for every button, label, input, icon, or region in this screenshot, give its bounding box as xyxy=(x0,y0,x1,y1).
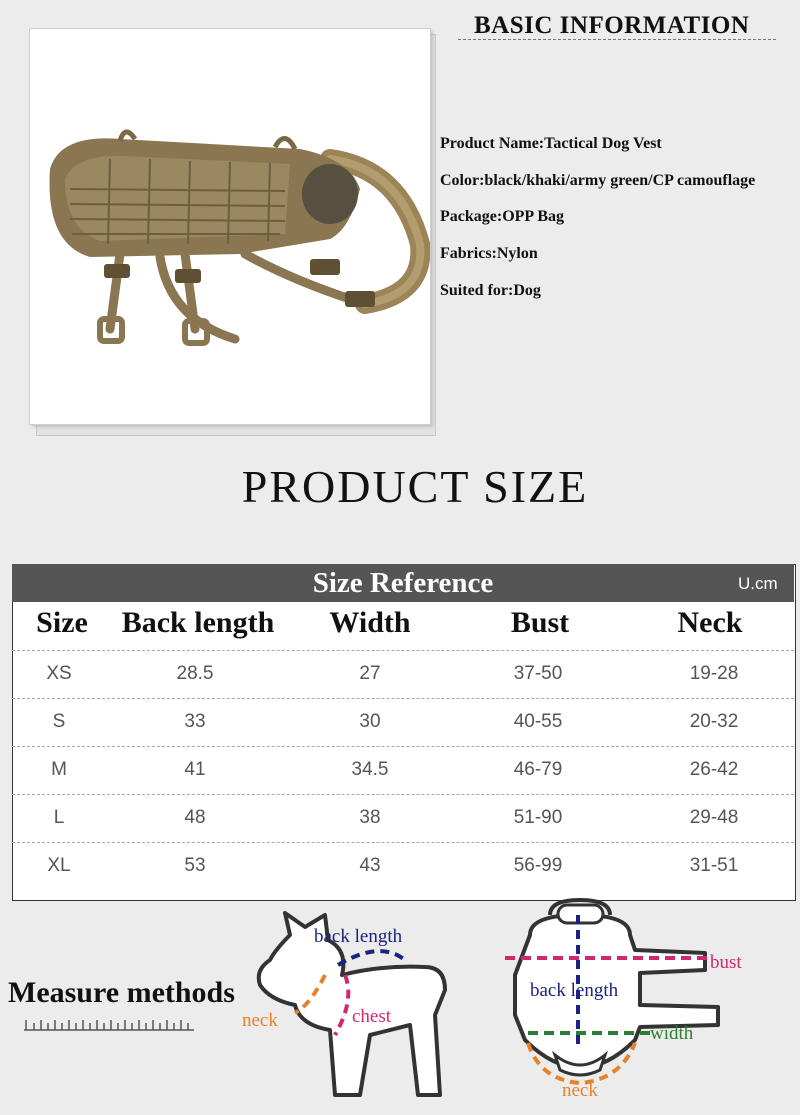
cell-back-length: 48 xyxy=(184,807,206,828)
cell-size: S xyxy=(52,711,66,732)
dog-label-neck: neck xyxy=(242,1010,278,1031)
info-package: Package:OPP Bag xyxy=(440,208,564,225)
cell-back-length: 53 xyxy=(184,855,206,876)
row-divider xyxy=(12,842,794,843)
cell-neck: 20-32 xyxy=(689,711,739,732)
cell-bust: 56-99 xyxy=(513,855,563,876)
vest-label-bust: bust xyxy=(710,952,742,973)
dog-vest-image xyxy=(30,29,430,424)
vest-measure-diagram xyxy=(490,895,740,1110)
cell-bust: 51-90 xyxy=(513,807,563,828)
vest-label-width: width xyxy=(650,1023,694,1044)
cell-back-length: 41 xyxy=(184,759,206,780)
cell-bust: 40-55 xyxy=(513,711,563,732)
info-product-name: Product Name:Tactical Dog Vest xyxy=(440,135,662,152)
row-divider xyxy=(12,746,794,747)
measure-methods-title: Measure methods xyxy=(8,976,235,1009)
info-color: Color:black/khaki/army green/CP camouflage xyxy=(440,172,756,189)
dog-label-chest: chest xyxy=(352,1006,392,1027)
row-divider xyxy=(12,794,794,795)
ruler-icon xyxy=(24,1016,196,1032)
col-header-bust: Bust xyxy=(510,606,570,639)
cell-back-length: 33 xyxy=(184,711,206,732)
cell-size: M xyxy=(51,759,67,780)
size-table-unit: U.cm xyxy=(738,574,778,593)
vest-label-neck: neck xyxy=(562,1080,598,1101)
product-size-heading: PRODUCT SIZE xyxy=(241,461,589,512)
cell-bust: 46-79 xyxy=(513,759,563,780)
cell-width: 27 xyxy=(359,663,381,684)
cell-neck: 31-51 xyxy=(689,855,739,876)
col-header-width: Width xyxy=(329,606,411,639)
basic-info-title: BASIC INFORMATION xyxy=(474,12,750,39)
cell-width: 38 xyxy=(359,807,381,828)
cell-width: 34.5 xyxy=(351,759,389,780)
cell-size: XL xyxy=(47,855,71,876)
title-divider xyxy=(458,39,776,40)
info-suited-for: Suited for:Dog xyxy=(440,282,541,299)
col-header-size: Size xyxy=(36,606,88,639)
vest-label-back-length: back length xyxy=(530,980,619,1001)
size-table-title: Size Reference xyxy=(312,567,494,599)
cell-bust: 37-50 xyxy=(513,663,563,684)
row-divider xyxy=(12,698,794,699)
cell-size: L xyxy=(53,807,65,828)
cell-width: 43 xyxy=(359,855,381,876)
cell-neck: 29-48 xyxy=(689,807,739,828)
cell-neck: 26-42 xyxy=(689,759,739,780)
info-fabrics: Fabrics:Nylon xyxy=(440,245,538,262)
dog-label-back-length: back length xyxy=(314,926,403,947)
row-divider xyxy=(12,650,794,651)
product-photo xyxy=(29,28,431,425)
cell-size: XS xyxy=(46,663,72,684)
col-header-back-length: Back length xyxy=(121,606,275,639)
col-header-neck: Neck xyxy=(677,606,743,639)
cell-back-length: 28.5 xyxy=(176,663,214,684)
cell-width: 30 xyxy=(359,711,381,732)
cell-neck: 19-28 xyxy=(689,663,739,684)
